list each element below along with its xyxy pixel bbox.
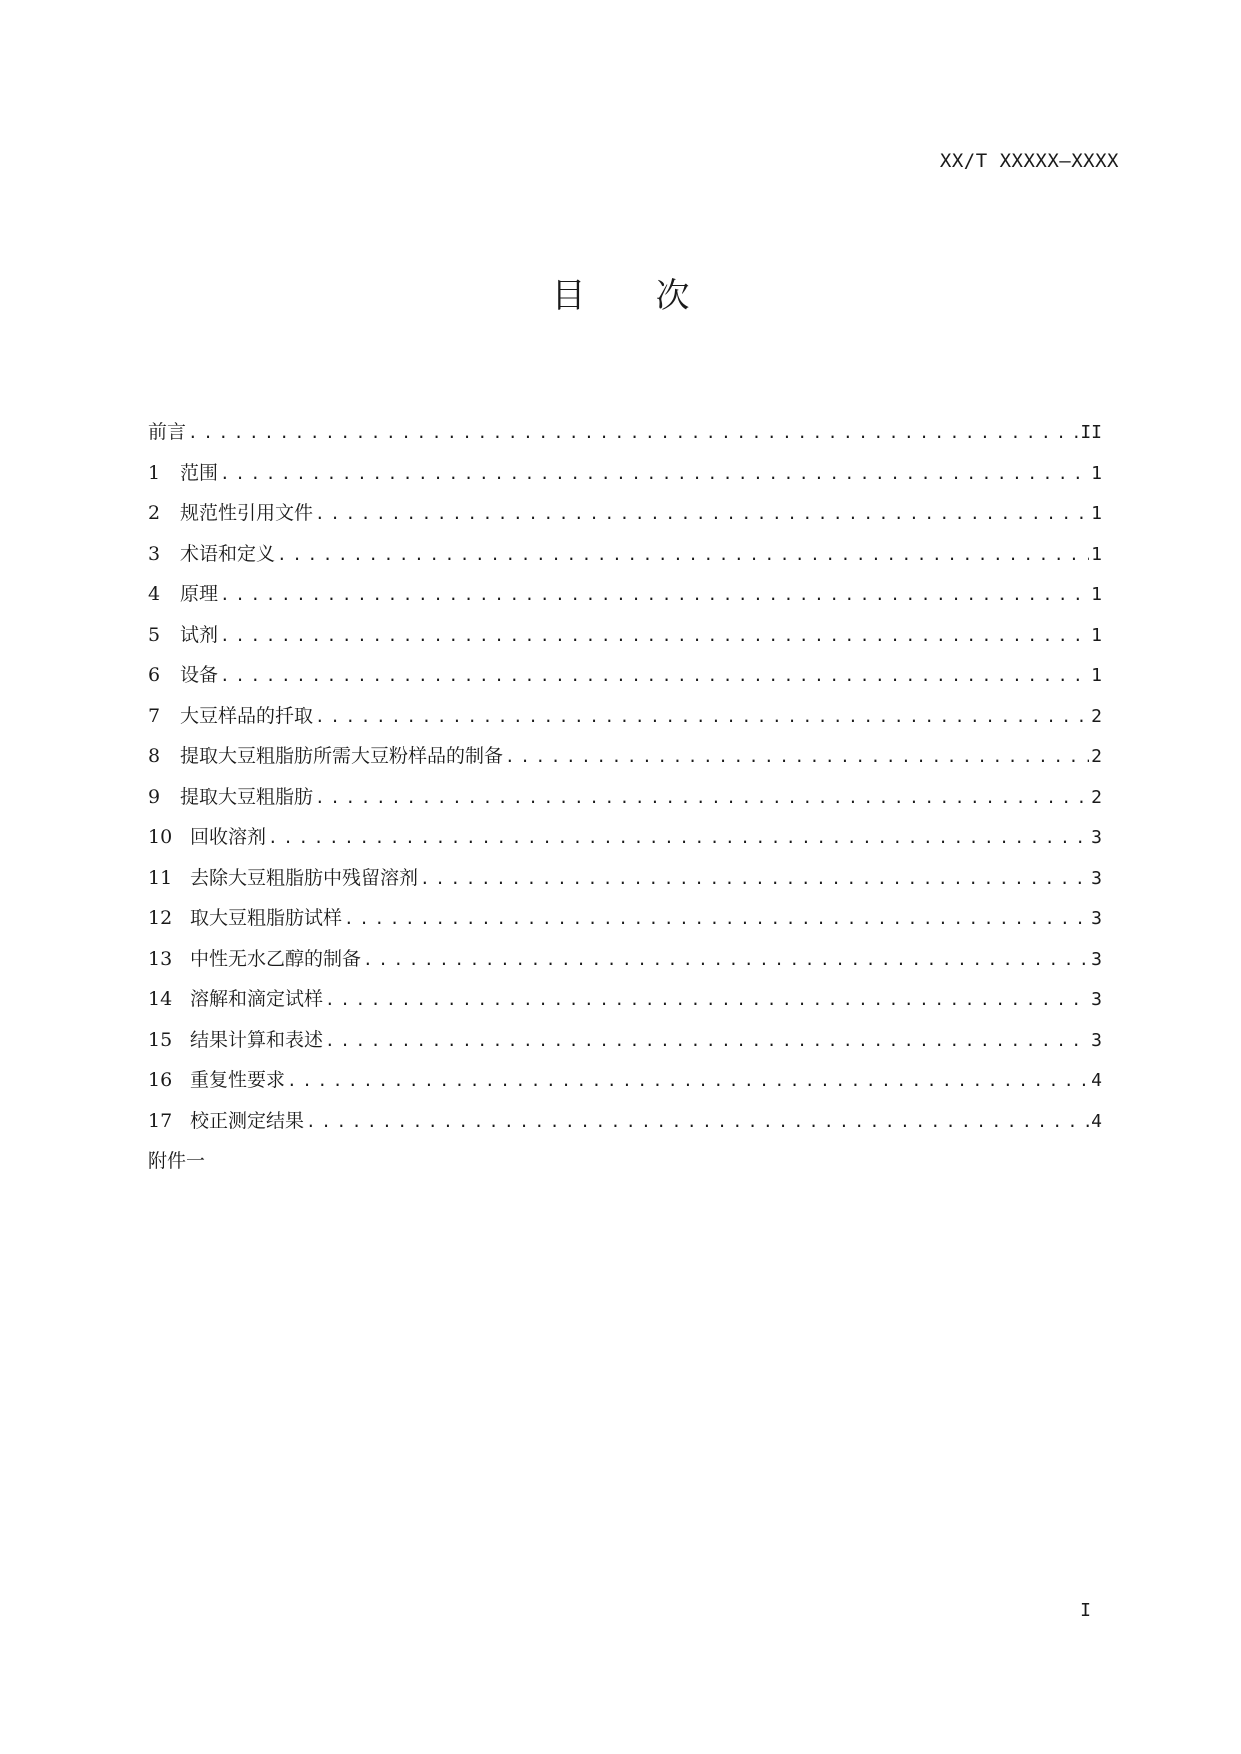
toc-entry[interactable] <box>148 534 1102 575</box>
toc-leader-dots <box>323 980 1089 1020</box>
toc-entry-label: 中性无水乙醇的制备 <box>190 947 362 970</box>
toc-entry-number: 10 <box>148 826 173 848</box>
toc-entry-page: 3 <box>1091 948 1102 970</box>
toc-leader-dots <box>313 778 1089 818</box>
toc-entry-label: 溶解和滴定试样 <box>190 988 324 1010</box>
toc-entry-number: 6 <box>148 664 161 686</box>
toc-entry-label: 大豆样品的扦取 <box>180 704 314 727</box>
toc-entry-label: 去除大豆粗脂肪中残留溶剂 <box>190 866 419 889</box>
toc-leader-dots <box>218 454 1089 494</box>
toc-leader-dots <box>266 818 1089 858</box>
toc-entry[interactable] <box>148 493 1102 534</box>
toc-leader-dots <box>275 535 1089 575</box>
toc-entry-page: 2 <box>1091 746 1102 767</box>
toc-entry-number: 17 <box>148 1109 173 1132</box>
toc-entry[interactable] <box>148 696 1102 737</box>
toc-entry-page: 1 <box>1091 543 1102 565</box>
title-char-1: 目 <box>551 276 586 316</box>
toc-entry-label: 取大豆粗脂肪试样 <box>190 907 343 929</box>
toc-entry-page: 1 <box>1091 584 1102 605</box>
toc-entry-label: 提取大豆粗脂肪所需大豆粉样品的制备 <box>180 745 504 767</box>
toc-entry-page: 2 <box>1091 705 1102 727</box>
toc-entry-number: 8 <box>148 745 161 767</box>
toc-entry-page: 3 <box>1091 908 1102 929</box>
toc-entry-label: 范围 <box>180 461 219 484</box>
toc-entry-label: 结果计算和表述 <box>190 1028 324 1051</box>
toc-entry-label: 术语和定义 <box>180 542 276 565</box>
toc-entry-number: 12 <box>148 907 173 929</box>
toc-entry-page: 1 <box>1091 503 1102 524</box>
toc-entry-page: 3 <box>1091 1029 1102 1051</box>
toc-entry-label: 试剂 <box>180 623 219 646</box>
toc-entry-label: 规范性引用文件 <box>180 502 314 524</box>
toc-leader-dots <box>313 697 1089 737</box>
toc-entry[interactable] <box>148 858 1102 899</box>
toc-entry-page: 3 <box>1091 827 1102 848</box>
toc-entry-label: 重复性要求 <box>190 1069 286 1091</box>
toc-entry[interactable] <box>148 736 1102 777</box>
toc-entry-page: 1 <box>1091 624 1102 646</box>
toc-entry-page: 4 <box>1091 1110 1102 1132</box>
toc-entry[interactable] <box>148 615 1102 656</box>
toc-entry-page: 3 <box>1091 989 1102 1010</box>
toc-entry[interactable] <box>148 1060 1102 1101</box>
page-number: I <box>1080 1600 1091 1621</box>
toc-entry[interactable] <box>148 1101 1102 1142</box>
toc-leader-dots <box>313 494 1089 534</box>
toc-entry-label: 前言 <box>148 421 187 443</box>
toc-entry-label: 设备 <box>180 664 219 686</box>
toc-leader-dots <box>218 656 1089 696</box>
toc-entry-number: 16 <box>148 1069 173 1091</box>
toc-entry[interactable] <box>148 777 1102 818</box>
toc-leader-dots <box>361 940 1089 980</box>
toc-leader-dots <box>503 737 1089 777</box>
toc-leader-dots <box>304 1102 1089 1142</box>
toc-entry-number: 1 <box>148 461 161 484</box>
toc-entry[interactable] <box>148 574 1102 615</box>
toc-entry-page: 1 <box>1091 665 1102 686</box>
toc-leader-dots <box>285 1061 1089 1101</box>
toc-leader-dots <box>323 1021 1089 1061</box>
toc-entry-number: 5 <box>148 623 161 646</box>
toc-entry-label: 校正测定结果 <box>190 1109 305 1132</box>
toc-entry-number: 14 <box>148 988 173 1010</box>
toc-entry-preface[interactable] <box>148 412 1102 453</box>
toc-entry-number: 2 <box>148 502 161 524</box>
toc-entry[interactable] <box>148 655 1102 696</box>
toc-entry-number: 13 <box>148 947 173 970</box>
toc-entry[interactable] <box>148 453 1102 494</box>
toc-leader-dots <box>186 413 1078 453</box>
toc-entry-label: 原理 <box>180 583 219 605</box>
toc-entry-number: 15 <box>148 1028 173 1051</box>
table-of-contents <box>148 412 1102 1182</box>
toc-leader-dots <box>218 575 1089 615</box>
toc-entry-number: 11 <box>148 866 173 889</box>
title-char-2: 次 <box>655 276 690 316</box>
toc-entry-page: II <box>1080 422 1102 443</box>
toc-entry-number: 4 <box>148 583 161 605</box>
toc-entry-page: 3 <box>1091 867 1102 889</box>
toc-entry[interactable] <box>148 1020 1102 1061</box>
toc-entry[interactable] <box>148 817 1102 858</box>
toc-leader-dots <box>342 899 1089 939</box>
toc-entry-appendix[interactable]: 附件一 <box>148 1150 206 1172</box>
toc-entry-page: 1 <box>1091 462 1102 484</box>
toc-entry-page: 4 <box>1091 1070 1102 1091</box>
toc-entry[interactable] <box>148 979 1102 1020</box>
toc-entry[interactable] <box>148 898 1102 939</box>
toc-entry[interactable] <box>148 939 1102 980</box>
document-code: XX/T XXXXX—XXXX <box>939 150 1119 172</box>
toc-entry-label: 提取大豆粗脂肪 <box>180 785 314 808</box>
page-title <box>0 268 1241 317</box>
toc-entry-number: 3 <box>148 542 161 565</box>
toc-leader-dots <box>218 616 1089 656</box>
toc-entry-number: 9 <box>148 785 161 808</box>
toc-entry-number: 7 <box>148 704 161 727</box>
toc-entry-label: 回收溶剂 <box>190 826 267 848</box>
toc-leader-dots <box>418 859 1089 899</box>
toc-entry-page: 2 <box>1091 786 1102 808</box>
